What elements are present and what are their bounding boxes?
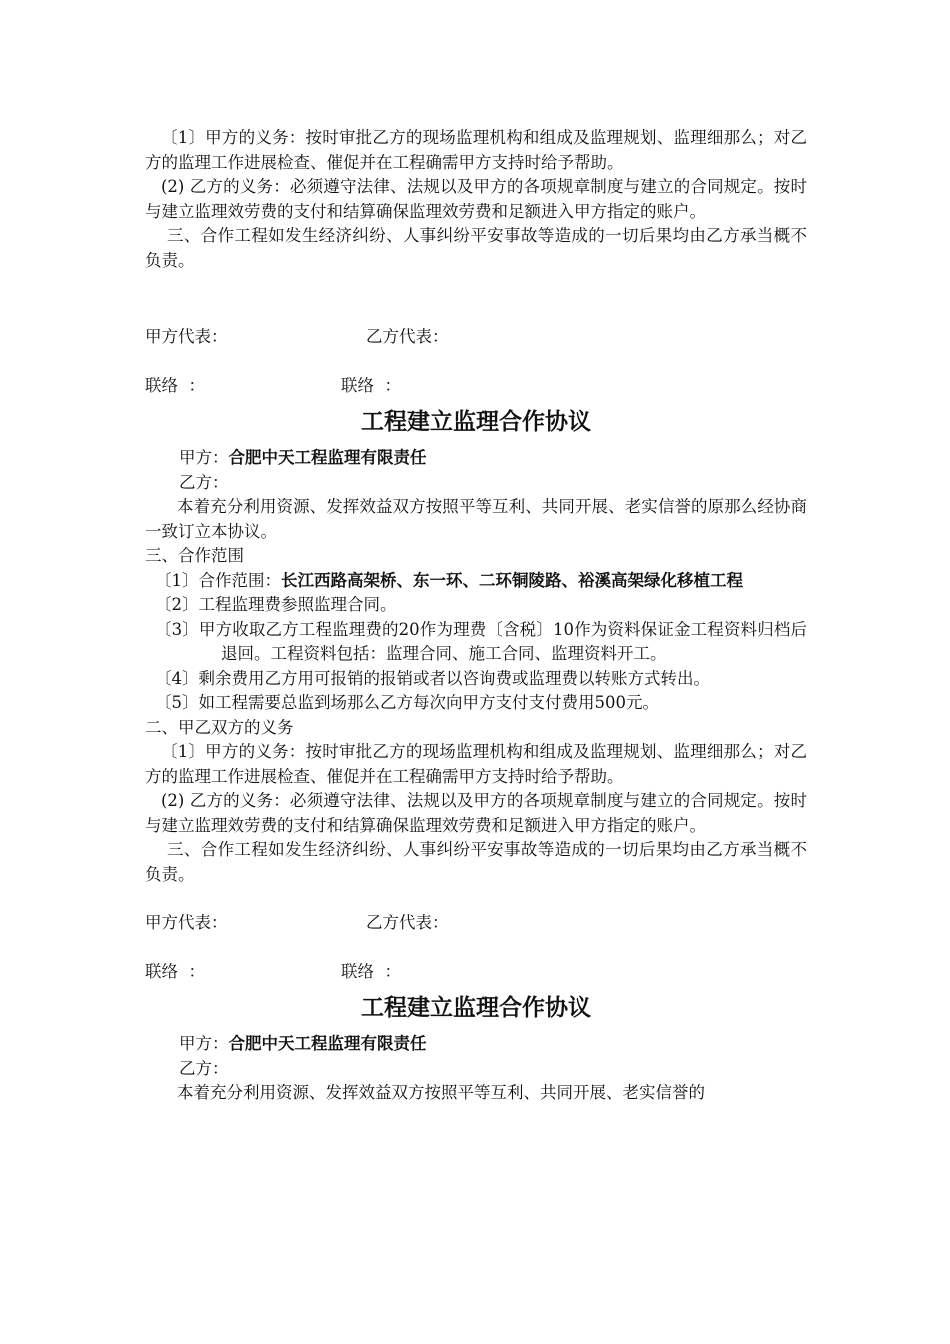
scope-item-5: 〔5〕如工程需要总监到场那么乙方每次向甲方支付支付费用500元。: [155, 693, 659, 712]
agreement-title: 工程建立监理合作协议: [361, 994, 591, 1021]
dispute-clause: 三、合作工程如发生经济纠纷、人事纠纷平安事故等造成的一切后果均由乙方承当概不负责。: [145, 226, 807, 270]
party-a-line: [145, 446, 807, 471]
scope-item-1-projects: 长江西路高架桥、东一环、二环铜陵路、裕溪高架绿化移植工程: [281, 570, 743, 590]
party-a-label: 甲方：: [179, 448, 229, 467]
party-b-obligation: (2) 乙方的义务：必须遵守法律、法规以及甲方的各项规章制度与建立的合同规定。按时与建立监理效劳费的支付和结算确保监理效劳费和足额进入甲方指定的账户。: [145, 177, 807, 221]
party-a-contact: 联络 ：: [145, 375, 205, 395]
party-a-representative: 甲方代表：: [145, 913, 228, 932]
party-b-line: 乙方：: [179, 472, 229, 492]
contact-row: [145, 374, 807, 399]
party-b-obligation: (2) 乙方的义务：必须遵守法律、法规以及甲方的各项规章制度与建立的合同规定。按时与建立监理效劳费的支付和结算确保监理效劳费和足额进入甲方指定的账户。: [145, 791, 807, 835]
scope-item-4: 〔4〕剩余费用乙方用可报销的报销或者以咨询费或监理费以转账方式转出。: [155, 668, 710, 688]
party-b-representative: 乙方代表：: [366, 913, 449, 932]
intro-paragraph: 本着充分利用资源、发挥效益双方按照平等互利、共同开展、老实信誉的: [177, 1083, 705, 1102]
spacer: [145, 887, 807, 911]
party-a-line: [145, 1032, 807, 1057]
party-a-obligation: 〔1〕甲方的义务：按时审批乙方的现场监理机构和组成及监理规划、监理细那么；对乙方的监理工作进展检查、催促并在工程确需甲方支持时给予帮助。: [145, 742, 807, 786]
dispute-clause: 三、合作工程如发生经济纠纷、人事纠纷平安事故等造成的一切后果均由乙方承当概不负责。: [145, 840, 807, 884]
spacer: [145, 273, 807, 325]
document-page: [145, 126, 807, 1106]
party-b-line: 乙方：: [179, 1058, 229, 1078]
scope-item-3: 〔3〕甲方收取乙方工程监理费的20作为理费〔含税〕10作为资料保证金工程资料归档后退回。工程资料包括：监理合同、施工合同、监理资料开工。: [155, 619, 807, 663]
scope-item-1: [145, 569, 807, 594]
spacer: [145, 350, 807, 374]
party-a-representative: 甲方代表：: [145, 327, 228, 346]
duties-heading: 二、甲乙双方的义务: [145, 717, 294, 737]
signature-row: [145, 325, 807, 350]
party-a-name: 合肥中天工程监理有限责任: [228, 448, 427, 467]
scope-heading: 三、合作范围: [145, 546, 244, 565]
scope-item-1-label: 〔1〕合作范围：: [155, 570, 281, 590]
party-b-contact: 联络 ：: [341, 375, 401, 395]
party-a-contact: 联络 ：: [145, 961, 205, 981]
party-a-label: 甲方：: [179, 1034, 229, 1053]
contact-row: [145, 960, 807, 985]
signature-row: [145, 911, 807, 936]
scope-item-2: 〔2〕工程监理费参照监理合同。: [155, 595, 397, 614]
party-a-obligation: 〔1〕甲方的义务：按时审批乙方的现场监理机构和组成及监理规划、监理细那么；对乙方的监理工作进展检查、催促并在工程确需甲方支持时给予帮助。: [145, 128, 807, 172]
agreement-title: 工程建立监理合作协议: [361, 408, 591, 435]
intro-paragraph: 本着充分利用资源、发挥效益双方按照平等互利、共同开展、老实信誉的原那么经协商一致订立本协议。: [145, 497, 807, 541]
party-b-representative: 乙方代表：: [366, 327, 449, 346]
party-a-name: 合肥中天工程监理有限责任: [228, 1034, 427, 1053]
party-b-contact: 联络 ：: [341, 961, 401, 981]
spacer: [145, 936, 807, 960]
